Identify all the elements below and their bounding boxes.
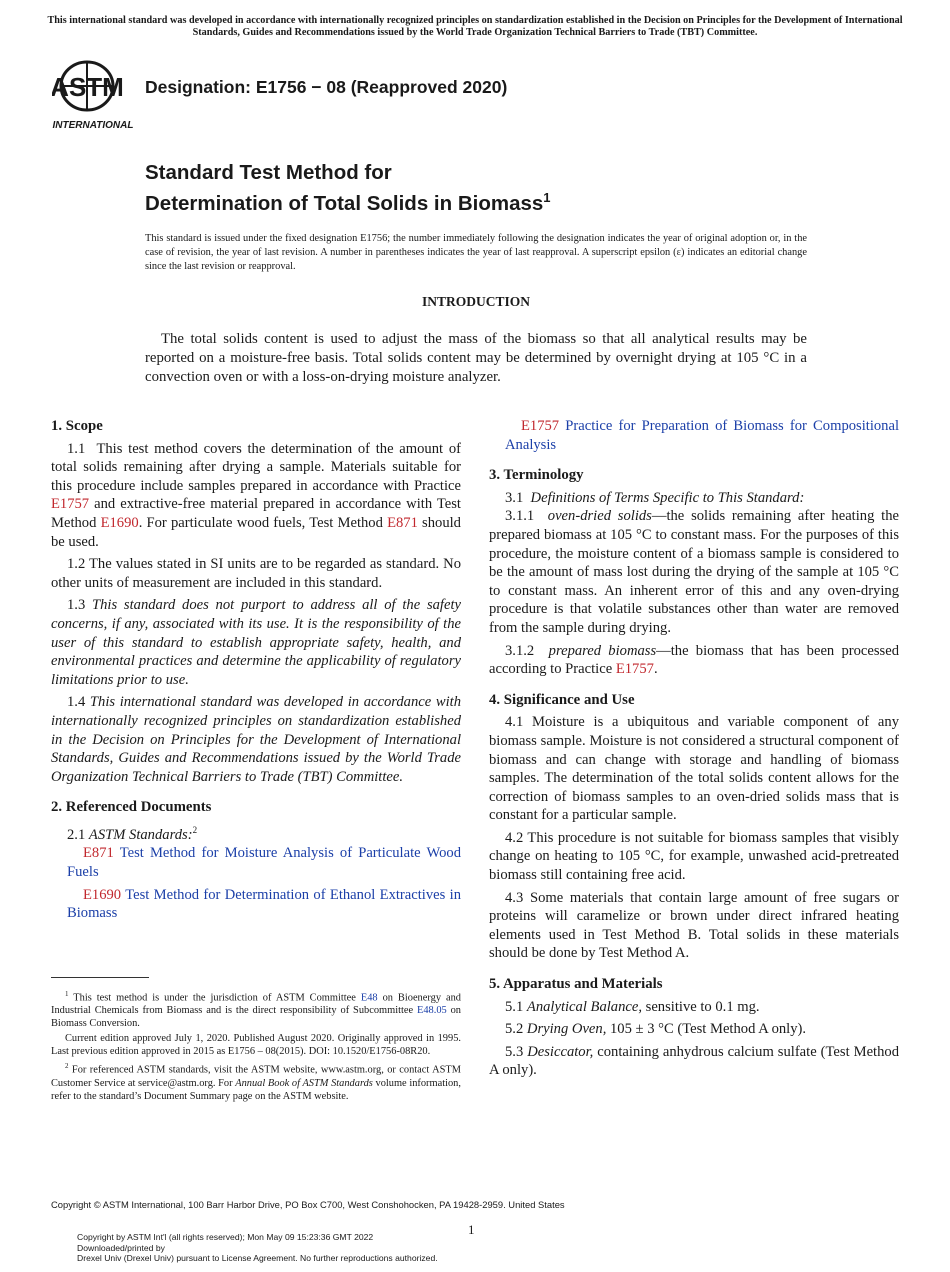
significance-heading: 4. Significance and Use	[489, 691, 635, 708]
title-line-2: Determination of Total Solids in Biomass$^1$	[145, 190, 551, 215]
ref-title[interactable]: Test Method for Moisture Analysis of Particulate Wood Fuels	[67, 845, 461, 880]
reference-item[interactable]	[51, 844, 461, 881]
standards-notice: This international standard was developed in accordance with internationally recognized principles on standardization established in the Decision on Principles for the Development of International Standards, Guides and Recommendations issued by the World Trade Organization Technical Barriers to Trade (TBT) Committee.	[47, 15, 903, 38]
terminology-heading: 3. Terminology	[489, 467, 584, 484]
download-line-2: Downloaded/printed by	[77, 1242, 165, 1253]
designation: Designation: E1756 − 08 (Reapproved 2020)	[145, 77, 508, 97]
ref-link-e871[interactable]: E871	[387, 514, 418, 531]
paragraph-5-1: 5.1 Analytical Balance, sensitive to 0.1 mg.	[505, 998, 760, 1015]
ref-code[interactable]: E1690	[83, 886, 122, 903]
ref-title[interactable]: Test Method for Determination of Ethanol Extractives in Biomass	[67, 886, 461, 922]
committee-link[interactable]: E48	[360, 992, 378, 1004]
document-title	[145, 160, 551, 216]
ref-title[interactable]: Practice for Preparation of Biomass for Compositional Analysis	[505, 418, 900, 453]
logo-wordmark: INTERNATIONAL	[52, 120, 134, 131]
paragraph-2-1: 2.1 ASTM Standards:$^2$	[67, 824, 198, 843]
ref-link-e1690[interactable]: E1690	[100, 514, 139, 531]
paragraph-3-1-1: 3.1.1 oven-dried solids—the solids remaining after heating the prepared biomass at 105 °C to constant mass. For the purposes of this procedure, the moisture content of a biomass sample is considered to be the amount of mass lost during the drying of the sample at 105 °C to constant mass. An inherent error of this and any oven-drying procedure is that volatile substances other than water are removed from the sample during drying.	[489, 508, 899, 636]
ref-link-e1757[interactable]: E1757	[615, 661, 654, 678]
paragraph-4-3: 4.3 Some materials that contain large amount of free sugars or proteins will caramelize or brown under direct infrared heating elements used in Test Method B. Total solids in these materials should be done by Test Method A.	[489, 889, 899, 962]
introduction-body: The total solids content is used to adjust the mass of the biomass so that all analytical results may be reported on a moisture-free basis. Total solids content may be determined by overnight drying at 105 °C in a convection oven or with a loss-on-drying moisture analyzer.	[145, 331, 807, 385]
left-column	[51, 417, 461, 927]
footnote-divider	[51, 977, 149, 978]
title-footnote-marker: 1	[543, 190, 551, 205]
copyright-line: Copyright © ASTM International, 100 Barr Harbor Drive, PO Box C700, West Conshohocken, PA 19428-2959. United States	[51, 1199, 565, 1210]
ref-code[interactable]: E871	[83, 845, 114, 862]
paragraph-4-2: 4.2 This procedure is not suitable for biomass samples that visibly change on heating to 105 °C, for example, unwashed acid-pretreated biomass still containing free acid.	[489, 829, 899, 884]
logo-letters: ASTM	[52, 72, 124, 102]
page-number: 1	[468, 1222, 475, 1237]
subcommittee-link[interactable]: E48.05	[416, 1005, 447, 1017]
footnote-2: $^2$ For referenced ASTM standards, visit the ASTM website, www.astm.org, or contact ASTM Customer Service at service@astm.org. For Annual Book of ASTM Standards volume information, refer to the standard’s Document Summary page on the ASTM website.	[51, 1062, 461, 1102]
footnote-1: $^1$ This test method is under the jurisdiction of ASTM Committee E48 on Bioenergy and Industrial Chemicals from Biomass and is the direct responsibility of Subcommittee E48.05 on Biomass Conversion.	[51, 990, 461, 1030]
paragraph-3-1: 3.1 Definitions of Terms Specific to This Standard:	[505, 489, 805, 506]
ref-code[interactable]: E1757	[521, 418, 560, 434]
referenced-documents-heading: 2. Referenced Documents	[51, 799, 212, 816]
paragraph-1-3: 1.3 This standard does not purport to address all of the safety concerns, if any, associated with its use. It is the responsibility of the user of this standard to establish appropriate safety, health, and environmental practices and determine the applicability of regulatory limitations prior to use.	[51, 597, 461, 688]
download-line-3: Drexel Univ (Drexel Univ) pursuant to License Agreement. No further reproductions authorized.	[77, 1253, 438, 1263]
download-notice	[77, 1232, 438, 1264]
download-line-1: Copyright by ASTM Int'l (all rights reserved); Mon May 09 15:23:36 GMT 2022	[77, 1232, 374, 1242]
paragraph-5-3: 5.3 Desiccator, containing anhydrous calcium sulfate (Test Method A only).	[489, 1043, 900, 1079]
paragraph-1-4: 1.4 This international standard was developed in accordance with internationally recognized principles on standardization established in the Decision on Principles for the Development of International Standards, Guides and Recommendations issued by the World Trade Organization Technical Barriers to Trade (TBT) Committee.	[51, 694, 462, 785]
introduction-heading: INTRODUCTION	[421, 294, 530, 309]
reference-item[interactable]	[489, 417, 899, 454]
paragraph-1-2: 1.2 The values stated in SI units are to be regarded as standard. No other units of measurement are included in this standard.	[51, 556, 461, 591]
paragraph-3-1-2: 3.1.2 prepared biomass—the biomass that has been processed according to Practice E1757.	[489, 642, 899, 678]
ref-link-e1757[interactable]: E1757	[51, 496, 90, 513]
reference-item[interactable]	[51, 886, 461, 923]
footnotes	[51, 988, 461, 1105]
scope-heading: 1. Scope	[51, 418, 103, 434]
issued-note: This standard is issued under the fixed designation E1756; the number immediately following the designation indicates the year of original adoption or, in the case of revision, the year of last revision. A number in parentheses indicates the year of last reapproval. A superscript epsilon (ε) indicates an editorial change since the last revision or reapproval.	[145, 233, 807, 272]
paragraph-4-1: 4.1 Moisture is a ubiquitous and variable component of any biomass sample. Moisture is not considered a structural component of biomass and can change with storage and handling of biomass samples. The determination of the total solids content allows for the correction of biomass samples to an oven-dried solids mass that is constant for a particular sample.	[489, 714, 899, 824]
paragraph-5-2: 5.2 Drying Oven, 105 ± 3 °C (Test Method A only).	[505, 1021, 807, 1038]
apparatus-heading: 5. Apparatus and Materials	[489, 976, 663, 993]
paragraph-1-1: 1.1 This test method covers the determination of the amount of total solids remaining after drying a sample. Materials suitable for this procedure include samples prepared in accordance with Practice E1757 and extractive-free material prepared in accordance with Test Method E1690. For particulate wood fuels, Test Method E871 should be used.	[51, 440, 461, 550]
right-column	[489, 417, 899, 1084]
astm-logo	[52, 60, 134, 132]
title-line-1: Standard Test Method for	[145, 161, 392, 184]
astm-logo-icon	[52, 60, 134, 132]
footnote-edition: Current edition approved July 1, 2020. Published August 2020. Originally approved in 1995. Last previous edition approved in 2015 as E1756 – 08(2015). DOI: 10.1520/E1756-08R20.	[51, 1033, 461, 1058]
